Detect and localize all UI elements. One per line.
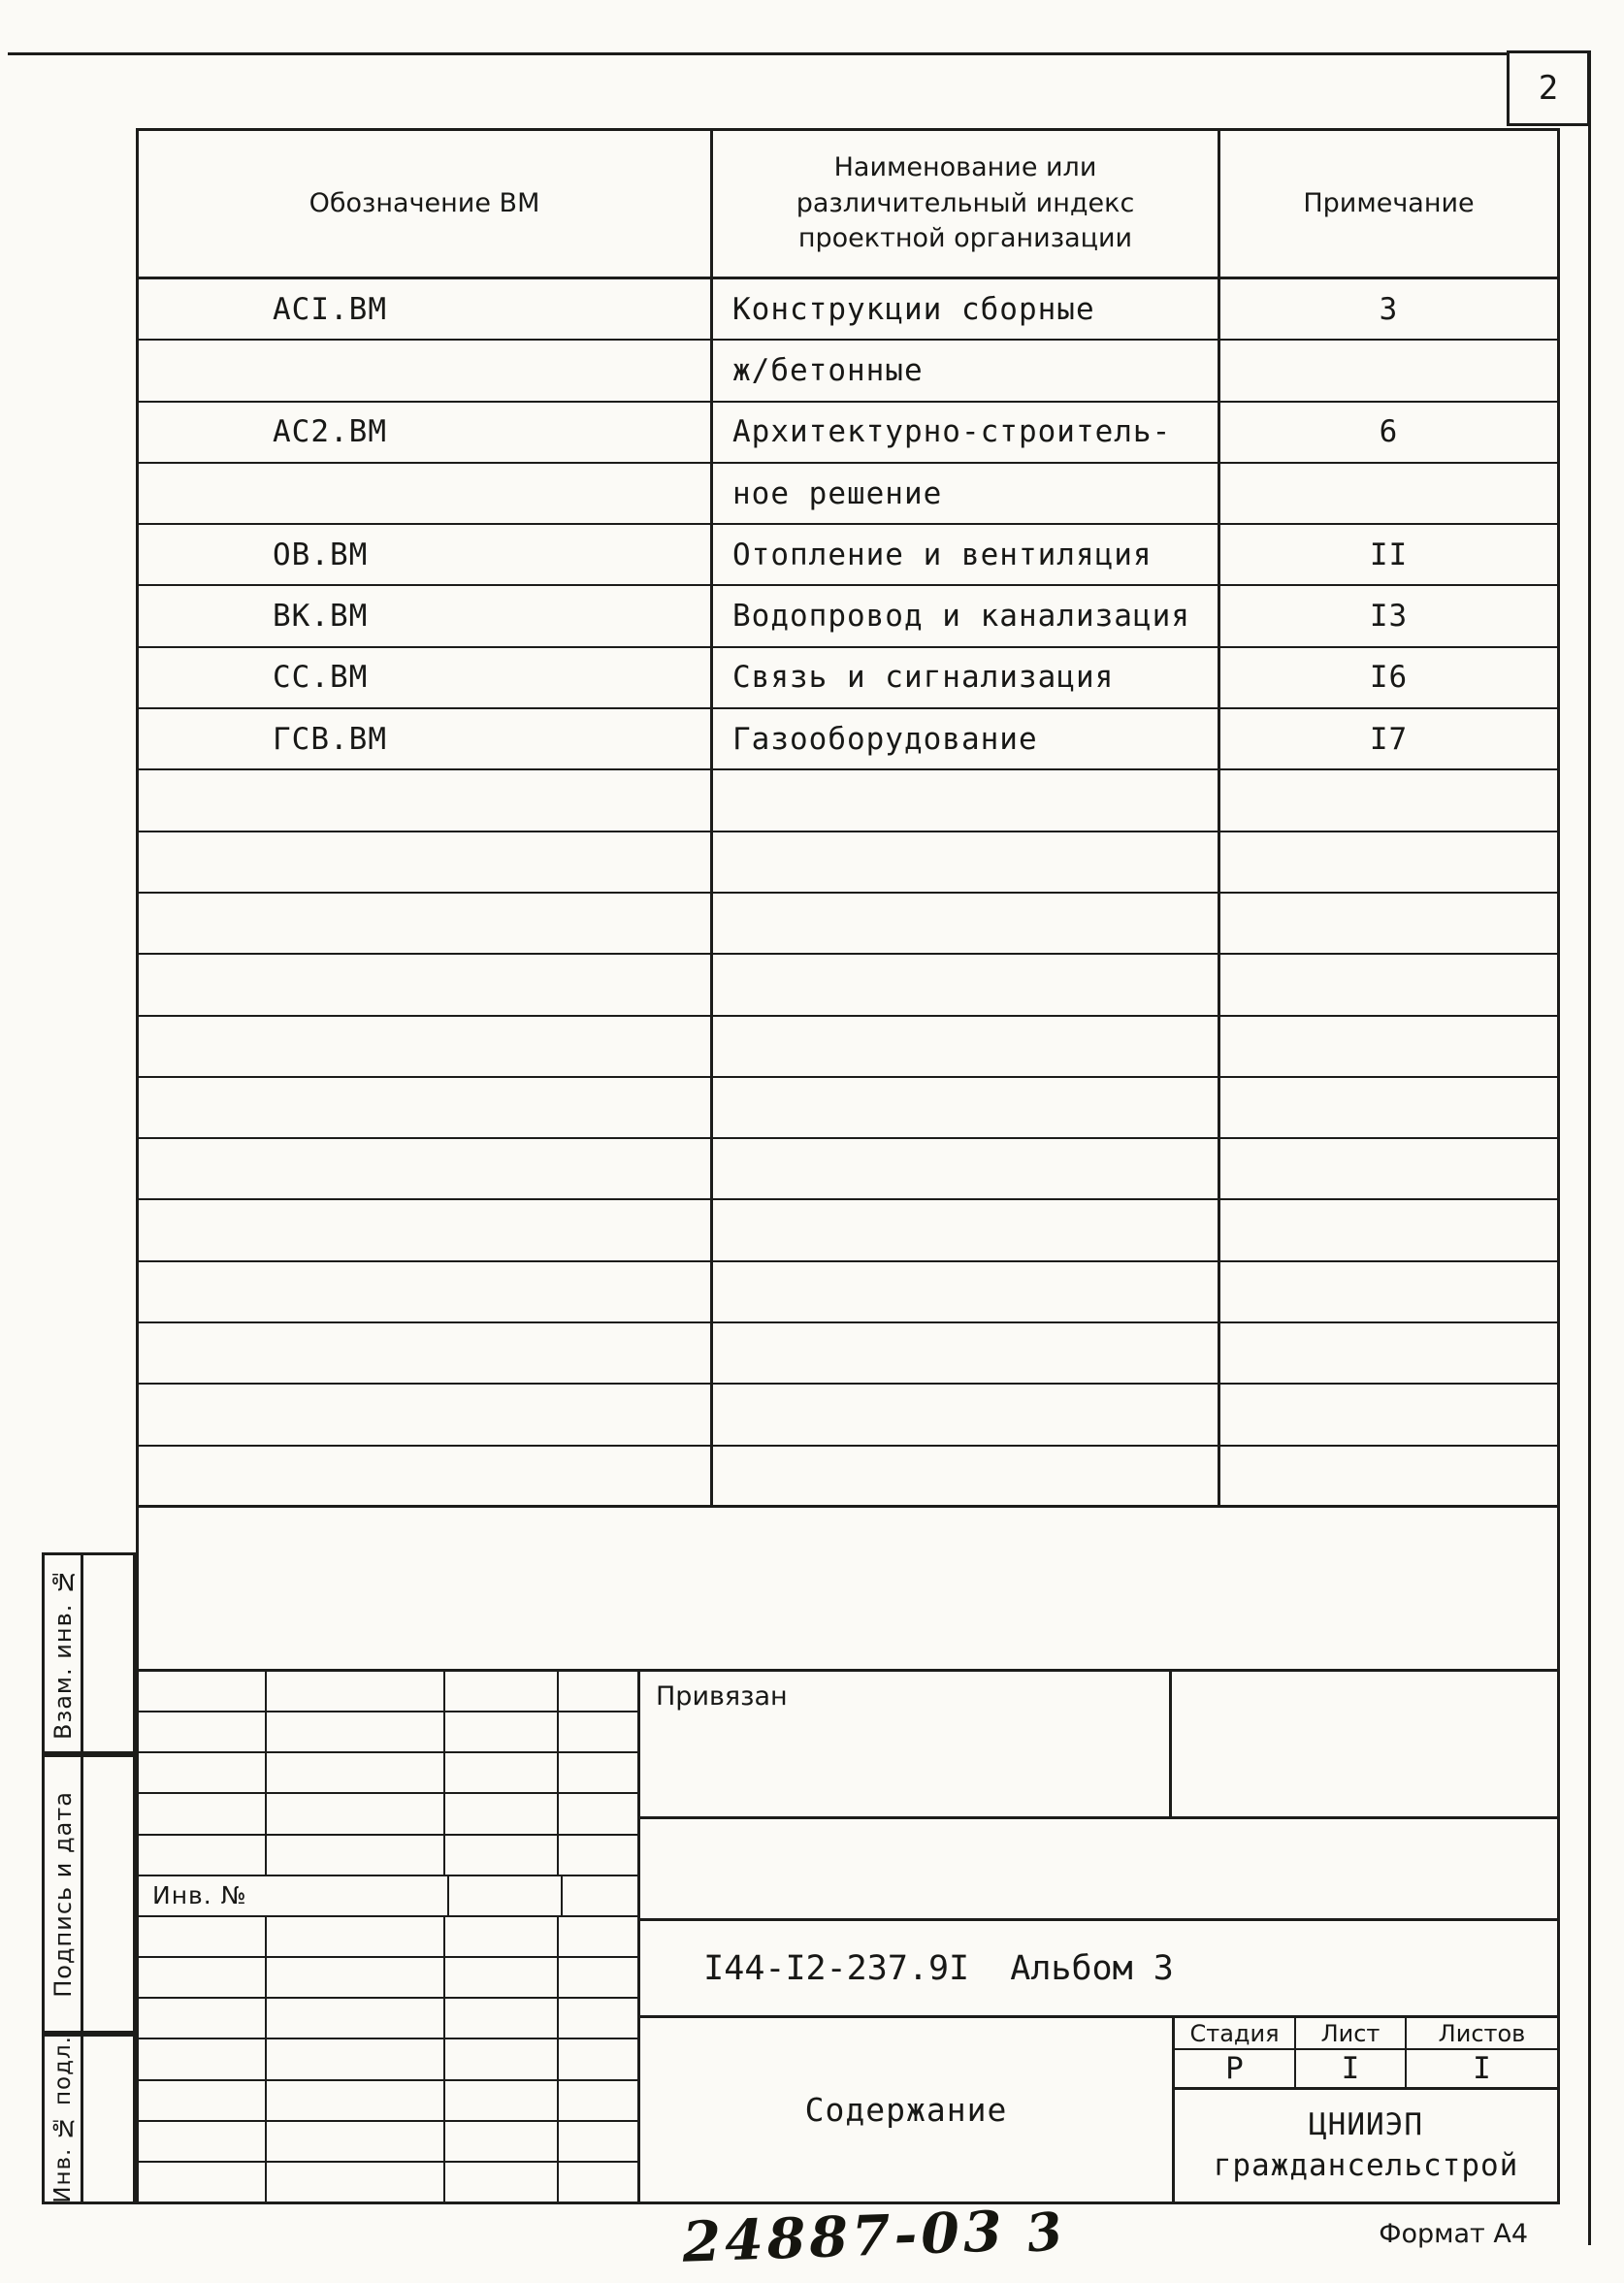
table-row — [139, 1385, 1557, 1446]
signature-grid-cell — [267, 1917, 445, 1956]
table-row — [139, 525, 1557, 586]
signature-grid-cell — [267, 2122, 445, 2161]
signature-grid-row — [139, 2163, 637, 2201]
table-row — [139, 709, 1557, 770]
stage-value: Р — [1175, 2050, 1296, 2087]
table-cell-note — [1220, 1139, 1557, 1198]
table-cell-note: 3 — [1379, 291, 1399, 327]
margin-empty-vzam-inv — [83, 1555, 133, 1751]
table-cell-designation — [139, 341, 713, 400]
table-cell-note: II — [1369, 537, 1409, 572]
contents-table — [136, 128, 1560, 1672]
table-cell-designation — [139, 894, 713, 953]
table-cell-name — [713, 832, 1220, 892]
privyazan-label: Привязан — [656, 1681, 788, 1712]
handwritten-document-number: 24887-03 — [681, 2199, 1007, 2275]
table-cell-note: I6 — [1369, 660, 1409, 696]
table-cell-designation: ГСВ.ВМ — [139, 709, 713, 768]
margin-empty-inv-podl — [83, 2037, 133, 2201]
table-cell-designation: ОВ.ВМ — [139, 525, 713, 584]
signature-grid-cell — [559, 1753, 637, 1792]
stage-header: Стадия — [1175, 2018, 1296, 2048]
signature-grid-cell — [559, 1917, 637, 1956]
signature-grid-cell — [445, 2122, 559, 2161]
table-cell-name — [713, 955, 1220, 1014]
table-cell-name — [713, 1262, 1220, 1321]
table-cell-note — [1220, 955, 1557, 1014]
table-cell-designation — [139, 955, 713, 1014]
sheets-value: I — [1473, 2051, 1491, 2086]
table-cell-designation — [139, 832, 713, 892]
table-row — [139, 1200, 1557, 1261]
handwritten-sheet-number: 3 — [1023, 2200, 1066, 2266]
table-cell-designation: АСI.ВМ — [139, 279, 713, 339]
signature-grid-cell — [267, 2163, 445, 2201]
header-name-label: Наименование или различительный индекс проектной организации — [796, 152, 1135, 254]
signature-grid-cell — [445, 1836, 559, 1875]
table-cell-name — [713, 1078, 1220, 1137]
table-cell-note: I3 — [1369, 599, 1409, 635]
sheet-header: Лист — [1296, 2018, 1407, 2048]
table-cell-note — [1220, 1078, 1557, 1137]
table-row — [139, 464, 1557, 525]
bottom-band — [640, 2018, 1557, 2201]
signature-grid-cell — [559, 1836, 637, 1875]
table-cell-designation — [139, 1262, 713, 1321]
table-cell-designation — [139, 1323, 713, 1383]
signature-grid-cell — [267, 1712, 445, 1751]
signature-grid-cell — [139, 1917, 267, 1956]
table-cell-note — [1220, 770, 1557, 830]
table-row — [139, 403, 1557, 464]
organization-cell — [1175, 2090, 1557, 2201]
signature-grid-cell — [559, 2163, 637, 2201]
signature-grid — [139, 1672, 640, 2201]
table-cell-note — [1220, 1200, 1557, 1259]
table-body — [139, 279, 1557, 1508]
signature-grid-row — [139, 2122, 637, 2163]
signature-grid-cell — [445, 1672, 559, 1711]
table-cell-note: I7 — [1369, 721, 1409, 757]
header-note-label: Примечание — [1303, 187, 1475, 218]
format-label: Формат А4 — [1379, 2219, 1528, 2249]
signature-grid-cell — [559, 1712, 637, 1751]
table-cell-name: Конструкции сборные — [713, 279, 1220, 339]
right-border-line — [1588, 50, 1591, 2245]
doc-number-cell — [640, 1921, 1557, 2018]
signature-grid-cell — [559, 2039, 637, 2078]
table-row — [139, 1323, 1557, 1385]
table-cell-designation: АС2.ВМ — [139, 403, 713, 462]
signature-grid-cell — [139, 2081, 267, 2120]
table-cell-designation — [139, 770, 713, 830]
table-cell-name: ное решение — [713, 464, 1220, 523]
table-cell-designation — [139, 1078, 713, 1137]
signature-grid-cell — [139, 2122, 267, 2161]
title-block-right-section — [640, 1672, 1557, 2201]
sheets-header: Листов — [1438, 2019, 1526, 2047]
table-row — [139, 1447, 1557, 1508]
table-row — [139, 279, 1557, 341]
signature-grid-cell — [559, 1958, 637, 1997]
table-cell-name — [713, 894, 1220, 953]
sheet-value: I — [1296, 2050, 1407, 2087]
margin-box-vzam-inv — [42, 1552, 136, 1754]
table-cell-note — [1220, 1385, 1557, 1444]
page-number-box — [1507, 50, 1590, 126]
header-designation — [139, 131, 713, 277]
table-cell-designation — [139, 1017, 713, 1076]
table-cell-designation — [139, 464, 713, 523]
signature-grid-cell — [559, 2122, 637, 2161]
signature-grid-cell — [445, 1753, 559, 1792]
signature-grid-cell — [139, 1958, 267, 1997]
signature-grid-cell — [445, 2039, 559, 2078]
table-cell-note — [1220, 1262, 1557, 1321]
table-row — [139, 894, 1557, 955]
header-name — [713, 131, 1220, 277]
signature-grid-cell — [139, 2163, 267, 2201]
table-row — [139, 770, 1557, 832]
organization-line2: граждансельстрой — [1213, 2147, 1519, 2183]
table-cell-note — [1220, 1017, 1557, 1076]
signature-grid-cell — [445, 1999, 559, 2038]
signature-grid-row — [139, 1794, 637, 1835]
empty-band — [640, 1819, 1557, 1921]
signature-grid-cell — [139, 1753, 267, 1792]
signature-grid-row — [139, 2081, 637, 2122]
signature-grid-cell — [267, 2081, 445, 2120]
doc-number: I44-I2-237.9I Альбом 3 — [703, 1948, 1174, 1988]
table-cell-note — [1220, 1323, 1557, 1383]
signature-grid-cell — [139, 1672, 267, 1711]
table-cell-name — [713, 1323, 1220, 1383]
table-cell-note — [1220, 832, 1557, 892]
signature-grid-cell — [445, 2163, 559, 2201]
table-row — [139, 1139, 1557, 1200]
signature-grid-row — [139, 1958, 637, 1999]
table-row — [139, 586, 1557, 647]
signature-grid-cell — [267, 1794, 445, 1833]
signature-grid-cell — [445, 1917, 559, 1956]
signature-grid-cell — [139, 2039, 267, 2078]
signature-grid-cell — [139, 1712, 267, 1751]
inventory-number-cell: Инв. № — [139, 1876, 449, 1915]
signature-grid-cell — [559, 1999, 637, 2038]
sheet-title-cell — [640, 2018, 1175, 2201]
table-row — [139, 1078, 1557, 1139]
signature-grid-row — [139, 1836, 637, 1876]
header-designation-label: Обозначение ВМ — [309, 187, 540, 218]
table-cell-designation — [139, 1200, 713, 1259]
signature-grid-cell — [449, 1876, 563, 1915]
table-row — [139, 341, 1557, 402]
signature-grid-row — [139, 1876, 637, 1917]
table-cell-name — [713, 1200, 1220, 1259]
table-cell-name — [713, 1139, 1220, 1198]
table-cell-designation — [139, 1385, 713, 1444]
table-cell-name — [713, 1017, 1220, 1076]
table-row — [139, 1262, 1557, 1323]
title-block — [136, 1669, 1560, 2204]
signature-grid-cell — [267, 2039, 445, 2078]
table-cell-name: Связь и сигнализация — [713, 648, 1220, 707]
privyazan-band — [640, 1672, 1557, 1819]
table-cell-name: ж/бетонные — [713, 341, 1220, 400]
stage-sheet-values-row — [1175, 2050, 1557, 2090]
signature-grid-row — [139, 1917, 637, 1958]
margin-empty-podpis-data — [83, 1757, 133, 2031]
table-cell-name — [713, 1447, 1220, 1505]
privyazan-cell — [640, 1672, 1172, 1816]
signature-grid-cell — [267, 1999, 445, 2038]
table-cell-name — [713, 770, 1220, 830]
signature-grid-row — [139, 2039, 637, 2080]
top-border-line — [8, 52, 1508, 55]
table-cell-designation: СС.ВМ — [139, 648, 713, 707]
signature-grid-cell — [139, 1836, 267, 1875]
table-cell-designation: ВК.ВМ — [139, 586, 713, 645]
organization-line1: ЦНИИЭП — [1309, 2106, 1423, 2142]
stage-sheet-table — [1175, 2018, 1557, 2201]
signature-grid-cell — [445, 1794, 559, 1833]
table-row — [139, 1017, 1557, 1078]
table-cell-name: Отопление и вентиляция — [713, 525, 1220, 584]
signature-grid-row — [139, 1999, 637, 2039]
table-cell-name: Архитектурно-строитель- — [713, 403, 1220, 462]
table-cell-name: Газооборудование — [713, 709, 1220, 768]
page-number: 2 — [1538, 69, 1559, 108]
table-cell-note — [1220, 464, 1557, 523]
header-note — [1220, 131, 1557, 277]
table-cell-note — [1220, 1447, 1557, 1505]
signature-grid-cell — [139, 1794, 267, 1833]
signature-grid-cell — [559, 1672, 637, 1711]
signature-grid-cell — [445, 1958, 559, 1997]
signature-grid-cell — [267, 1958, 445, 1997]
table-cell-name: Водопровод и канализация — [713, 586, 1220, 645]
signature-grid-cell — [445, 2081, 559, 2120]
table-row — [139, 648, 1557, 709]
table-cell-note: 6 — [1379, 414, 1399, 450]
table-row — [139, 832, 1557, 894]
margin-box-podpis-data — [42, 1754, 136, 2034]
signature-grid-cell — [267, 1836, 445, 1875]
table-row — [139, 955, 1557, 1016]
signature-grid-row — [139, 1753, 637, 1794]
sheet-title: Содержание — [804, 2091, 1008, 2129]
table-open-band — [139, 1508, 1557, 1669]
table-cell-designation — [139, 1447, 713, 1505]
signature-grid-row — [139, 1712, 637, 1753]
signature-grid-row — [139, 1672, 637, 1712]
margin-label-inv-podl: Инв. № подл. — [45, 2037, 83, 2201]
margin-label-vzam-inv: Взам. инв. № — [45, 1555, 83, 1751]
signature-grid-cell — [267, 1753, 445, 1792]
signature-grid-cell — [139, 1999, 267, 2038]
margin-box-inv-podl — [42, 2034, 136, 2204]
margin-label-podpis-data: Подпись и дата — [45, 1757, 83, 2031]
table-cell-name — [713, 1385, 1220, 1444]
stage-sheet-header-row — [1175, 2018, 1557, 2050]
signature-grid-cell — [267, 1672, 445, 1711]
table-cell-note — [1220, 894, 1557, 953]
privyazan-empty-cell — [1172, 1672, 1557, 1816]
table-cell-note — [1220, 341, 1557, 400]
signature-grid-cell — [445, 1712, 559, 1751]
table-header-row — [139, 131, 1557, 279]
signature-grid-cell — [563, 1876, 637, 1915]
table-cell-designation — [139, 1139, 713, 1198]
signature-grid-cell — [559, 1794, 637, 1833]
signature-grid-cell — [559, 2081, 637, 2120]
